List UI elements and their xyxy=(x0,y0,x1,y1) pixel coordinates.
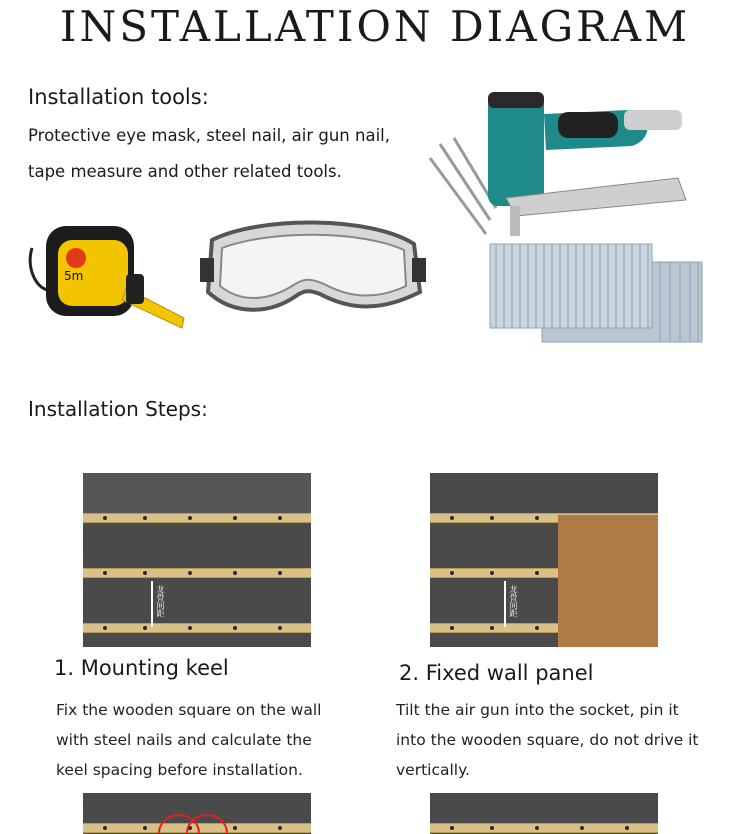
nail-strips-image xyxy=(488,240,706,346)
tools-description: Protective eye mask, steel nail, air gun nail, tape measure and other related tools. xyxy=(28,126,390,181)
nail-head xyxy=(450,516,454,520)
step-4-diagram xyxy=(430,793,658,834)
nail-head xyxy=(188,516,192,520)
nail-head xyxy=(103,571,107,575)
step-1-diagram xyxy=(83,473,311,647)
step-1-title: 1. Mounting keel xyxy=(54,656,229,680)
nail-head xyxy=(188,571,192,575)
nail-head xyxy=(278,826,282,830)
nail-head xyxy=(233,571,237,575)
page-title: INSTALLATION DIAGRAM xyxy=(59,2,691,51)
nail-head xyxy=(278,626,282,630)
nail-head xyxy=(143,516,147,520)
wall-panel xyxy=(558,515,658,647)
nail-head xyxy=(535,516,539,520)
nail-head xyxy=(535,571,539,575)
nail-head xyxy=(278,516,282,520)
tools-heading: Installation tools: xyxy=(28,85,209,109)
nail-head xyxy=(490,626,494,630)
nail-head xyxy=(490,826,494,830)
keel-spacing-label: 龙骨间距 xyxy=(156,585,165,617)
tape-label: 5m xyxy=(64,269,84,283)
nail-head xyxy=(450,626,454,630)
nail-head xyxy=(143,571,147,575)
nail-head xyxy=(103,516,107,520)
nail-head xyxy=(490,571,494,575)
step-2-text: Tilt the air gun into the socket, pin it into the wooden square, do not drive it vertically. xyxy=(396,701,699,779)
nail-head xyxy=(233,626,237,630)
step-2-title: 2. Fixed wall panel xyxy=(399,661,594,685)
nail-head xyxy=(233,516,237,520)
nail-head xyxy=(143,826,147,830)
nail-head xyxy=(103,626,107,630)
step-3-diagram xyxy=(83,793,311,834)
nail-head xyxy=(103,826,107,830)
step-1-text: Fix the wooden square on the wall with steel nails and calculate the keel spacing before installation. xyxy=(56,701,322,779)
nail-head xyxy=(188,626,192,630)
air-nail-gun-image xyxy=(428,88,698,246)
nail-head xyxy=(625,826,629,830)
goggles-image xyxy=(200,220,426,332)
nail-head xyxy=(233,826,237,830)
nail-head xyxy=(450,571,454,575)
nail-head xyxy=(535,826,539,830)
nail-head xyxy=(580,826,584,830)
nail-head xyxy=(278,571,282,575)
step-2-diagram xyxy=(430,473,658,647)
steps-heading: Installation Steps: xyxy=(28,397,208,421)
nail-head xyxy=(450,826,454,830)
keel-spacing-label: 龙骨间距 xyxy=(509,585,518,617)
nail-head xyxy=(535,626,539,630)
nail-head xyxy=(143,626,147,630)
tape-measure-image xyxy=(26,218,188,340)
nail-head xyxy=(490,516,494,520)
